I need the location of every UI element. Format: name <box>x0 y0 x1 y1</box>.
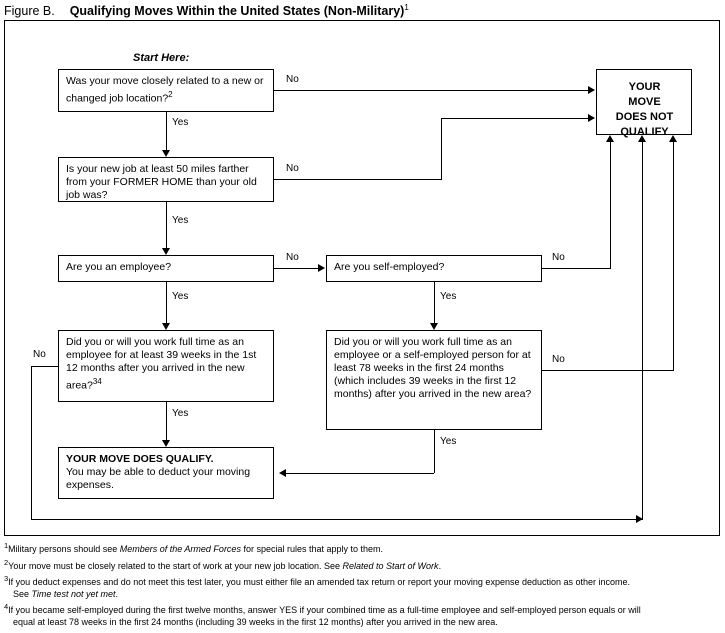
figure-label: Figure B. <box>4 4 55 19</box>
edge-q5-no-hline-bottom <box>31 519 643 520</box>
footnote-2 <box>4 557 720 573</box>
question-text-self-employed: Are you self-employed? <box>334 261 445 273</box>
edge-label-q4-no: No <box>552 252 565 263</box>
q5-footnote-marker: 34 <box>92 377 102 386</box>
edge-q3-no-arrow <box>318 264 325 272</box>
edge-q5-no-vline-right <box>642 142 643 519</box>
edge-q3-yes-line <box>166 282 167 323</box>
edge-q5-no-arrow-corner <box>636 515 643 523</box>
result-qualifies-detail: You may be able to deduct your moving expenses. <box>66 466 251 491</box>
edge-label-q3-yes: Yes <box>172 291 189 302</box>
footnote-4 <box>4 601 720 628</box>
edge-q1-yes-line <box>166 112 167 150</box>
edge-q5-no-hline-in <box>31 366 58 367</box>
footnote-3-line-1: If you deduct expenses and do not meet this test later, you must either file an amended tax return or report your moving expense deduction as other income. <box>8 577 631 587</box>
footnote-1 <box>4 540 720 556</box>
edge-q4-yes-arrow <box>430 323 438 330</box>
edge-q1-yes-arrow <box>162 150 170 157</box>
edge-q4-no-hline <box>542 268 611 269</box>
start-here-label: Start Here: <box>133 52 190 64</box>
result-box-qualifies <box>58 447 274 499</box>
edge-q6-yes-hline <box>286 473 434 474</box>
edge-q2-yes-arrow <box>162 248 170 255</box>
edge-q3-no-line <box>274 268 318 269</box>
question-text-employee: Are you an employee? <box>66 261 172 273</box>
edge-q2-no-hline2 <box>441 118 588 119</box>
edge-q2-no-arrow <box>588 114 595 122</box>
edge-label-q6-yes: Yes <box>440 436 457 447</box>
edge-q4-yes-line <box>434 282 435 323</box>
footnote-2-post: . <box>438 560 442 571</box>
footnote-2-marker: 2 <box>4 557 9 567</box>
edge-q5-yes-line <box>166 402 167 440</box>
footnote-1-post: for special rules that apply to them. <box>240 544 384 554</box>
question-box-39-week-test <box>58 330 274 402</box>
edge-q2-no-vline <box>441 118 442 179</box>
edge-q5-yes-arrow <box>162 440 170 447</box>
edge-label-q6-no: No <box>552 354 565 365</box>
question-text-78-week-test: Did you or will you work full time as an employee or a self-employed person for at least 78 weeks in the first 24 months (which includes 39 weeks in the first 12 months) after you arrived in the new area? <box>334 336 532 400</box>
question-box-employee <box>58 255 274 282</box>
footnote-3 <box>4 573 720 600</box>
edge-label-q1-yes: Yes <box>172 117 189 128</box>
footnotes <box>4 540 720 629</box>
edge-q1-no-line <box>274 90 588 91</box>
question-box-job-location <box>58 69 274 112</box>
result-not-qualify-line-4: QUALIFY <box>620 126 669 138</box>
footnote-3-italic: Time test not yet met <box>31 588 116 599</box>
edge-label-q5-no: No <box>33 349 46 360</box>
title-footnote-marker: 1 <box>404 3 409 12</box>
question-box-78-week-test <box>326 330 542 430</box>
footnote-3-line-2-pre: See <box>13 588 32 599</box>
footnote-1-marker: 1 <box>4 541 9 550</box>
result-not-qualify-line-2: MOVE <box>628 96 661 108</box>
footnote-4-marker: 4 <box>4 602 9 611</box>
edge-label-q2-yes: Yes <box>172 215 189 226</box>
footnote-3-line-2-post: . <box>115 588 118 599</box>
edge-q3-yes-arrow <box>162 323 170 330</box>
footnote-1-italic: Members of the Armed Forces <box>119 544 241 554</box>
edge-q5-no-vline <box>31 366 32 519</box>
result-box-does-not-qualify <box>596 69 692 138</box>
result-not-qualify-line-3: DOES NOT <box>615 111 674 123</box>
edge-label-q4-yes: Yes <box>440 291 457 302</box>
edge-q6-no-hline <box>542 370 674 371</box>
edge-label-q2-no: No <box>286 163 299 174</box>
question-text-39-week-test: Did you or will you work full time as an employee for at least 39 weeks in the 1st 12 months after you arrived in the new area? <box>66 336 257 392</box>
result-not-qualify-line-1: YOUR <box>628 81 661 93</box>
edge-label-q1-no: No <box>286 74 299 85</box>
question-box-self-employed <box>326 255 542 282</box>
footnote-3-marker: 3 <box>4 574 9 583</box>
footnote-4-line-1: If you became self-employed during the first twelve months, answer YES if your combined time as a full-time employee and self-employed person equals or will <box>8 605 641 615</box>
edge-q2-no-hline <box>274 179 442 180</box>
question-box-distance-test <box>58 157 274 202</box>
page-title <box>4 3 409 18</box>
result-qualifies-heading: YOUR MOVE DOES QUALIFY. <box>66 453 214 465</box>
question-text-distance-test: Is your new job at least 50 miles farther from your FORMER HOME than your old job was? <box>66 163 257 201</box>
edge-q6-no-vline <box>673 142 674 370</box>
footnote-2-italic: Related to Start of Work <box>342 560 439 571</box>
edge-q6-yes-arrow <box>279 469 286 477</box>
edge-q4-no-vline <box>610 142 611 268</box>
edge-q1-no-arrow <box>588 86 595 94</box>
edge-label-q3-no: No <box>286 252 299 263</box>
edge-q6-yes-vline <box>434 430 435 473</box>
q1-footnote-marker: 2 <box>168 90 173 99</box>
footnote-1-pre: Military persons should see <box>8 544 120 554</box>
footnote-2-pre: Your move must be closely related to the start of work at your new job location. See <box>8 560 343 571</box>
figure-title-text: Qualifying Moves Within the United States (Non-Military) <box>69 4 405 19</box>
edge-label-q5-yes: Yes <box>172 408 189 419</box>
edge-q2-yes-line <box>166 202 167 248</box>
footnote-4-line-2: equal at least 78 weeks in the first 24 months (including 39 weeks in the first 12 months) after you arrived in the new area. <box>13 616 498 627</box>
question-text-job-location: Was your move closely related to a new or changed job location? <box>66 75 264 105</box>
